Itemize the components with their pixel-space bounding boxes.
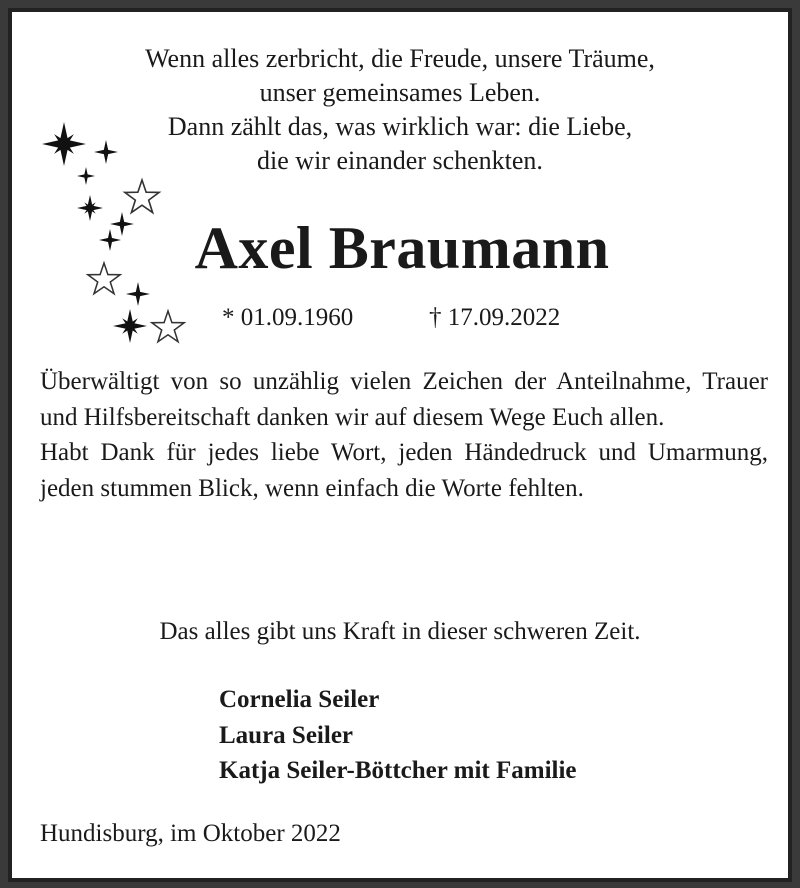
star-outline-icon xyxy=(125,180,159,213)
poem-line: Dann zählt das, was wirklich war: die Liebe, xyxy=(167,112,633,141)
star-icon xyxy=(126,282,150,306)
mourner-name: Laura Seiler xyxy=(219,721,354,749)
obituary-card xyxy=(8,8,792,882)
poem-line: unser gemeinsames Leben. xyxy=(259,78,541,107)
place-date: Hundisburg, im Oktober 2022 xyxy=(40,820,341,847)
birth-date: * 01.09.1960 xyxy=(222,304,354,331)
message-body xyxy=(40,364,768,506)
star-outline-icon xyxy=(152,311,184,342)
star-icon xyxy=(110,212,134,236)
message-paragraph: Habt Dank für jedes liebe Wort, jeden Händedruck und Umarmung, jeden stummen Blick, wenn einfach die Worte fehlten. xyxy=(40,439,768,502)
poem-line: die wir einander schenkten. xyxy=(257,146,543,175)
closing-line: Das alles gibt uns Kraft in dieser schweren Zeit. xyxy=(159,618,641,645)
star-icon xyxy=(99,229,121,251)
star-icon xyxy=(94,140,118,164)
star-icon xyxy=(77,167,95,185)
mourner-name: Katja Seiler-Böttcher mit Familie xyxy=(219,757,577,784)
deceased-name: Axel Braumann xyxy=(194,215,610,281)
mourner-list xyxy=(219,682,577,789)
star-outline-icon xyxy=(88,263,120,294)
death-date: † 17.09.2022 xyxy=(429,304,561,331)
message-paragraph: Überwältigt von so unzählig vielen Zeichen der Anteilnahme, Trauer und Hilfsbereitschaft danken wir auf diesem Wege Euch allen. xyxy=(40,368,768,431)
mourner-name: Cornelia Seiler xyxy=(219,686,380,713)
poem-line: Wenn alles zerbricht, die Freude, unsere Träume, xyxy=(145,44,655,73)
